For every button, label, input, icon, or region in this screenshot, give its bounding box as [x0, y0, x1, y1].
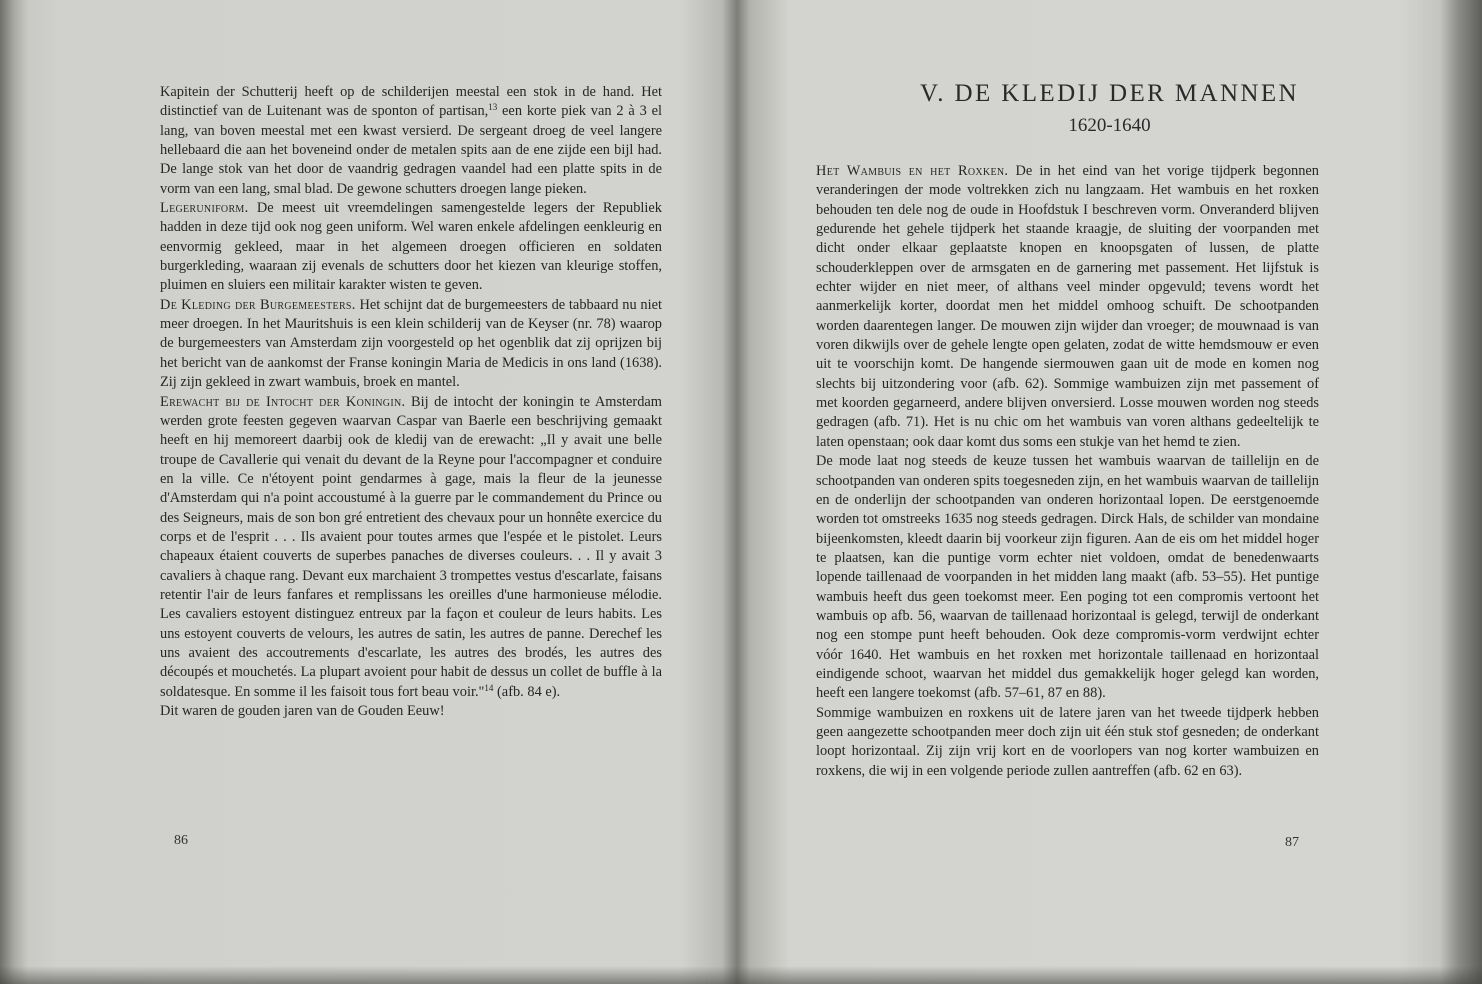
page-number: 87	[1285, 835, 1299, 850]
paragraph: Sommige wambuizen en roxkens uit de latere jaren van het tweede tijdperk hebben geen aangezette schootpanden meer doch zijn uit één stuk stof gesneden; de onderkant loopt horizontaal. Zij zijn vrij kort en de voorlopers van nog korter wambuizen en roxkens, die wij in een volgende periode zullen aantreffen (afb. 62 en 63).	[816, 704, 1319, 779]
paragraph: Het Wambuis en het Roxken. De in het eind van het vorige tijdperk begonnen veranderingen der mode voltrekken zich nu langzaam. Het wambuis en het roxken behouden ten dele nog de oude in Hoofdstuk I beschreven vorm. Onveranderd blijven gedurende het gehele tijdperk het staande kraagje, de sluiting der voorpanden met dicht onder elkaar geplaatste knopen en knoopsgaten of lussen, de platte schouderkleppen over de armsgaten en de garnering met passement. Het lijfstuk is echter wijder en niet meer, of althans veel minder opgevuld; tevens wordt het aanmerkelijk korter, doordat men het middel omhoog schuift. De schootpanden worden daarentegen langer. De mouwen zijn wijder dan vroeger; de mouwnaad is van voren dikwijls over de gehele lengte open gelaten, zodat de witte hemdsmouw er even uit te voorschijn komt. De hangende siermouwen gaan uit de mode en komen nog slechts bij uitzondering voor (afb. 62). Sommige wambuizen zijn met passement of met koorden gegarneerd, andere blijven onversierd. Losse mouwen worden nog steeds gedragen (afb. 71). Het is nu chic om het wambuis van voren althans gedeeltelijk te laten openstaan; ook daar komt dus soms een stukje van het hemd te zien.	[816, 163, 1319, 450]
section-heading: Erewacht bij de Intocht der Koningin.	[160, 393, 406, 410]
chapter-years: 1620-1640	[1068, 115, 1151, 136]
footnote-ref: 13	[488, 102, 498, 113]
left-page	[0, 0, 737, 984]
right-text-column	[816, 162, 1319, 781]
right-page	[737, 0, 1482, 984]
left-text-column	[160, 83, 662, 721]
paragraph: De mode laat nog steeds de keuze tussen het wambuis waarvan de taillelijn en de schootpanden van onderen spits toegesneden zijn, en het wambuis waarvan de taillelijn en de onderlijn der schootpanden van onderen horizontaal lopen. De eerstgenoemde worden tot omstreeks 1635 nog steeds gedragen. Dirck Hals, de schilder van mondaine bijeenkomsten, kleedt daarin bij voorkeur zijn figuren. Aan de eis om het middel hoger te plaatsen, kan die puntige vorm echter niet voldoen, omdat de benedenwaarts lopende taillenaad de voorpanden in het midden lang maakt (afb. 53–55). Het puntige wambuis heeft dus geen toekomst meer. Een poging tot een compromis vertoont het wambuis op afb. 56, waarvan de taillenaad horizontaal is gelegd, terwijl de onderkant nog een stompe punt heeft behouden. Ook deze compromis-vorm verdwijnt echter vóór 1640. Het wambuis en het roxken met horizontale taillenaad en horizontaal eindigende schoot, waarvan het middel dus gemakkelijk hoger gelegd kan worden, heeft een langere toekomst (afb. 57–61, 87 en 88).	[816, 453, 1319, 702]
section-heading: De Kleding der Burgemeesters.	[160, 296, 356, 313]
paragraph: De Kleding der Burgemeesters. Het schijnt dat de burgemeesters de tabbaard nu niet meer droegen. In het Mauritshuis is een klein schilderij van de Keyser (nr. 78) waarop de burgemeesters van Amsterdam zijn voorgesteld op het ogenblik dat zij oprijzen bij het bericht van de aankomst der Franse koningin Maria de Medicis in ons land (1638). Zij zijn gekleed in zwart wambuis, broek en mantel.	[160, 296, 663, 391]
chapter-title: V. DE KLEDIJ DER MANNEN	[919, 80, 1300, 107]
paragraph: Erewacht bij de Intocht der Koningin. Bij de intocht der koningin te Amsterdam werden grote feesten gegeven waarvan Caspar van Baerle een beschrijving gemaakt heeft en hij memoreert daarbij ook de kledij van de erewacht: „Il y avait une belle troupe de Cavallerie qui venait du devant de la Reyne pour l'accompagner et conduire en la ville. Ce n'étoyent point gendarmes à gage, mais la fleur de la jeunesse d'Amsterdam qui n'a point accoustumé à la guerre par le commandement du Prince ou des Seigneurs, mais de son bon gré entretient des chevaux pour un honnête exercice du corps et de l'esprit . . . Ils avaient pour toutes armes que l'espée et le pistolet. Leurs chapeaux étaient couverts de superbes panaches de diverses couleurs. . . Il y avait 3 cavaliers à chaque rang. Devant eux marchaient 3 trompettes vestus d'escarlate, faisans retentir l'air de leurs fanfares et remplissans les oreilles d'une harmonieuse mélodie. Les cavaliers estoyent distinguez entreux par la façon et couleur de leurs habits. Les uns estoyent couverts de velours, les autres de satin, les autres de panne. Derechef les uns avaient des accoutrements d'escarlate, les autres des brodés, les autres des découpés et mouchetés. La plupart avoient pour habit de dessus un collet de buffle à la soldatesque. En somme il les faisoit tous fort beau voir."$^{14}$ (afb. 84 e).	[160, 393, 662, 700]
paragraph: Kapitein der Schutterij heeft op de schilderijen meestal een stok in de hand. Het distinctief van de Luitenant was de sponton of partisan,$^{13}$ een korte piek van 2 à 3 el lang, van boven meestal met een kwast versierd. De sergeant droeg de veel langere hellebaard die aan het boveneind onder de metalen spits aan de ene zijde een bijl had. De lange stok van het door de vaandrig gedragen vaandel had een platte spits in de vorm van een lang, smal blad. De gewone schutters droegen lange pieken.	[160, 84, 662, 197]
paragraph: Legeruniform. De meest uit vreemdelingen samengestelde legers der Republiek hadden in deze tijd ook nog geen uniform. Wel waren enkele afdelingen eenkleurig en eenvormig gekleed, maar in het algemeen droegen officieren en soldaten burgerkleding, waaraan zij evenals de schutters door het kiezen van kleurige stoffen, pluimen en sluiers een militair karakter wisten te geven.	[160, 200, 662, 294]
paragraph: Dit waren de gouden jaren van de Gouden Eeuw!	[160, 703, 445, 719]
page-number: 86	[174, 833, 188, 848]
footnote-ref: 14	[484, 682, 494, 693]
section-heading: Legeruniform.	[160, 200, 249, 217]
section-heading: Het Wambuis en het Roxken.	[816, 163, 1009, 179]
